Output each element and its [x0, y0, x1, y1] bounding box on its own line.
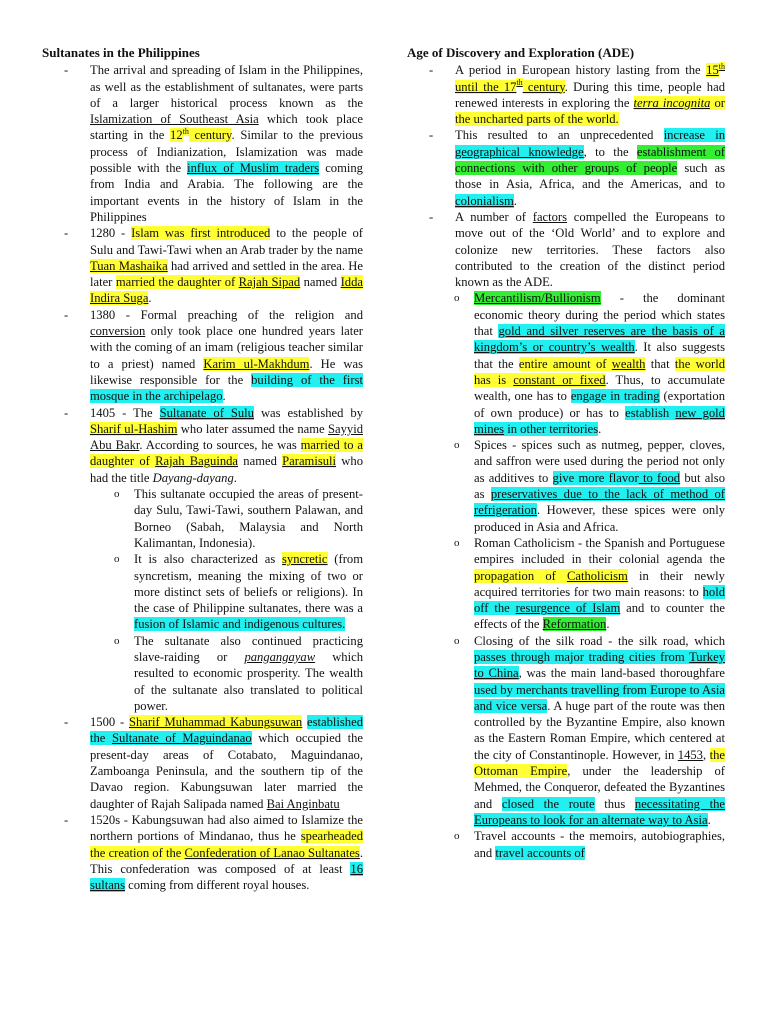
text-run: that — [645, 356, 675, 371]
text-run: had arrived and settled in the area. He later — [90, 258, 363, 290]
highlighted-text: influx of Muslim traders — [187, 161, 320, 176]
text-run: . During this time, people had renewed interests in exploring the — [455, 79, 725, 110]
highlighted-text: Rajah Sipad — [238, 275, 301, 290]
text-run: conversion — [90, 324, 146, 339]
text-run: which took place starting in the — [90, 112, 363, 143]
right-column — [407, 45, 725, 861]
list-item — [42, 812, 363, 893]
text-run: . — [513, 193, 517, 208]
list-item — [42, 714, 363, 812]
highlighted-text: wealth — [611, 356, 646, 371]
highlighted-text: century — [188, 128, 232, 143]
highlighted-text: geographical knowledge — [455, 144, 584, 159]
text-run: . Similar to the previous process of Indianization, Islamization was made possible with the — [90, 128, 364, 176]
highlighted-text: or the uncharted parts of the world. — [455, 95, 725, 127]
text-run: 1520s - Kabungsuwan had also aimed to Islamize the northern portions of Mindanao, thus he — [90, 812, 363, 844]
highlighted-text: used by merchants travelling from Europe to Asia and vice versa — [474, 682, 725, 713]
text-run: . According to sources, he was — [139, 438, 301, 453]
text-run: compelled the Europeans to move out of the ‘Old World’ and to explore and colonize new territories. These factors also contributed to the creation of the distinct period known as the ADE. — [455, 209, 725, 290]
highlighted-text: Catholicism — [566, 568, 628, 583]
text-run: thus — [594, 796, 635, 811]
text-run: . Thus, to accumulate wealth, one has to — [474, 372, 725, 404]
text-run: was established by — [253, 405, 363, 420]
left-column — [42, 45, 363, 893]
text-run: but also as — [474, 470, 725, 502]
text-run: 1280 - — [90, 226, 132, 241]
text-run: . However, these spices were only produced in Asia and Africa. — [474, 503, 725, 534]
highlighted-text: 16 sultans — [90, 861, 363, 893]
text-run: . — [233, 470, 237, 485]
highlighted-text: syncretic — [282, 552, 328, 567]
highlighted-text: Confederation of Lanao Sultanates — [184, 845, 360, 860]
list-item — [42, 307, 363, 405]
highlighted-text: th — [182, 127, 189, 137]
text-run: Roman Catholicism - the Spanish and Portuguese empires included in their colonial agenda the — [474, 535, 725, 567]
highlighted-text: Karim ul-Makhdum — [203, 356, 310, 371]
sultanates-list — [42, 62, 363, 893]
text-run: (from syncretism, meaning the mixing of two or more distinct sets of beliefs or religions). In the case of Philippine sultanates, there was a — [134, 552, 363, 616]
highlighted-text: Reformation — [542, 617, 607, 632]
text-run: The sultanate also continued practicing slave-raiding or — [134, 633, 363, 664]
list-item — [42, 405, 363, 715]
highlighted-text: until the 17 — [455, 79, 517, 94]
text-run: A period in European history lasting from the — [455, 63, 707, 78]
text-run: which resulted to economic prosperity. The wealth of the sultanate also translated to political power. — [134, 649, 363, 713]
text-run: . — [598, 421, 602, 436]
highlighted-text: Sharif Muhammad Kabungsuwan — [128, 715, 303, 730]
list-item — [407, 209, 725, 861]
text-run: , was the main land-based thoroughfare — [518, 666, 726, 681]
highlighted-text: the world has is — [474, 356, 725, 387]
text-run: . This confederation was composed of at least — [90, 845, 363, 876]
highlighted-text: entire amount of — [518, 356, 612, 371]
text-run: 1380 - Formal preaching of the religion and — [90, 307, 363, 322]
list-item — [42, 225, 363, 306]
text-run: who had the title — [90, 454, 363, 485]
highlighted-text: Tuan Mashaika — [90, 258, 168, 273]
text-run: . A huge part of the route was then controlled by the Byzantine Empire, also known as the Eastern Roman Empire, which centered at the city of Constantinople. However, in — [474, 698, 725, 762]
text-run: such as those in Asia, Africa, and the Americas, and to — [455, 161, 725, 192]
list-item — [42, 62, 363, 225]
text-run: Dayang-dayang — [152, 470, 234, 485]
text-run: . It also suggests that the — [474, 340, 725, 371]
text-run: Closing of the silk road - the silk road, which — [474, 633, 725, 648]
text-run: factors — [532, 209, 568, 224]
highlighted-text: propagation of — [474, 568, 567, 583]
text-run: coming from India and Arabia. The following are the important events in the history of Islam in the Philippines — [90, 161, 363, 224]
highlighted-text: the Ottoman Empire — [474, 747, 726, 779]
text-run: pangangayaw — [244, 649, 316, 664]
text-run: . — [222, 389, 226, 404]
sub-list-item — [450, 290, 725, 437]
text-run: who later assumed the name — [177, 421, 329, 436]
text-run: . — [148, 291, 152, 306]
text-run: 1453 — [677, 747, 703, 762]
text-run: coming from different royal houses. — [124, 878, 310, 893]
highlighted-text: Sultanate of Maguindanao — [111, 731, 252, 746]
text-run: in their newly acquired territories for two main reasons: to — [474, 568, 725, 599]
text-run: . He was likewise responsible for the — [90, 356, 363, 387]
section-heading-ade: Age of Discovery and Exploration (ADE) — [407, 45, 635, 60]
highlighted-text: to food — [638, 470, 681, 485]
highlighted-text: passes through major trading cities from — [474, 649, 690, 664]
text-run: Spices - spices such as nutmeg, pepper, cloves, and saffron were used during the period not only as additives to — [474, 438, 725, 485]
highlighted-text: Idda Indira Suga — [90, 275, 363, 306]
highlighted-text: 15 — [706, 63, 719, 78]
highlighted-text: preservatives due to the lack of method of refrigeration — [474, 487, 726, 518]
text-run: Sayyid Abu Bakr — [90, 421, 363, 453]
highlighted-text: 12 — [170, 128, 183, 143]
text-run: (exportation of own produce) or has to — [474, 389, 725, 420]
sub-list-item — [450, 437, 725, 535]
highlighted-text: Turkey to China — [474, 649, 725, 681]
highlighted-text: increase in — [663, 128, 725, 143]
text-run: . — [606, 617, 610, 632]
highlighted-text: Sultanate of Sulu — [159, 405, 254, 420]
text-run: 1500 - — [90, 715, 129, 730]
text-run: Travel accounts - the memoirs, autobiographies, and — [474, 829, 725, 860]
highlighted-text: married the daughter of — [115, 275, 239, 290]
highlighted-text: necessitating the Europeans to look for an alternate way to Asia — [474, 796, 725, 827]
text-run: It is also characterized as — [134, 552, 283, 567]
section-heading-sultanates: Sultanates in the Philippines — [42, 45, 200, 60]
highlighted-text: in other territories — [504, 421, 599, 436]
text-run: only took place one hundred years later with the coming of an imam (religious teacher similar to a priest) named — [90, 324, 363, 371]
sub-list-item — [450, 828, 725, 861]
text-run: This sultanate occupied the areas of present-day Sulu, Tawi-Tawi, southern Palawan, and Borneo (Sabah, Malaysia and North Kalimantan, Indonesia). — [134, 487, 363, 550]
list-item — [407, 127, 725, 208]
highlighted-text: th — [718, 62, 725, 72]
highlighted-text: hold off the — [474, 584, 725, 616]
text-run: named — [238, 454, 283, 469]
text-run: , under the leadership of Mehmed, the Conqueror, defeated the Byzantines and — [474, 764, 726, 811]
highlighted-text: Islam was first introduced — [131, 226, 271, 241]
highlighted-text: spearheaded the creation of the — [90, 829, 363, 860]
highlighted-text: constant or fixed — [513, 372, 606, 387]
text-run: to the people of Sulu and Tawi-Tawi when an Arab trader by the name — [90, 226, 363, 257]
highlighted-text: building of the first mosque in the archipelago — [90, 372, 364, 404]
sub-list — [90, 486, 363, 714]
highlighted-text: establish — [625, 405, 676, 420]
highlighted-text: gold and silver reserves are the basis of a kingdom’s or country’s wealth — [474, 324, 725, 355]
highlighted-text: Rajah Baguinda — [155, 454, 239, 469]
list-item — [407, 62, 725, 127]
highlighted-text: fusion of Islamic and indigenous cultures. — [134, 617, 346, 632]
highlighted-text: new gold mines — [474, 405, 725, 436]
text-run: , — [702, 747, 710, 762]
highlighted-text: travel accounts of — [495, 845, 585, 860]
highlighted-text: Sharif ul-Hashim — [90, 421, 178, 436]
sub-list-item — [110, 551, 363, 632]
highlighted-text: established the — [90, 715, 363, 746]
highlighted-text: terra incognita — [633, 95, 711, 110]
text-run: named — [300, 275, 341, 290]
highlighted-text: give more flavor — [552, 470, 639, 485]
sub-list-item — [450, 633, 725, 829]
highlighted-text: engage in trading — [570, 389, 660, 404]
text-run: . — [707, 812, 711, 827]
highlighted-text: establishment of connections with other groups of people — [455, 144, 725, 176]
text-run: which occupied the present-day areas of Cotabato, Maguindanao, Zamboanga Peninsula, and the southern tip of the Davao region. Kabungsuwan later married the daughter of Rajah Salipada named — [90, 731, 363, 811]
text-run: - the dominant economic theory during the period which states that — [474, 291, 725, 339]
text-run: A number of — [455, 209, 533, 224]
highlighted-text: Paramisuli — [282, 454, 337, 469]
highlighted-text: resurgence of Islam — [515, 601, 621, 616]
highlighted-text: closed the route — [501, 796, 595, 811]
sub-list-item — [110, 633, 363, 714]
text-run: The arrival and spreading of Islam in the Philippines, as well as the establishment of sultanates, were parts of a larger historical process known as the — [90, 63, 363, 110]
text-run: Bai Anginbatu — [266, 796, 340, 811]
text-run: and to counter the effects of the — [474, 601, 725, 632]
highlighted-text: th — [516, 78, 523, 88]
text-run: Islamization of Southeast Asia — [90, 112, 259, 127]
text-run: This resulted to an unprecedented — [455, 128, 664, 143]
highlighted-text: colonialism — [455, 193, 514, 208]
sub-list-item — [110, 486, 363, 551]
highlighted-text: Mercantilism/Bullionism — [474, 291, 601, 306]
sub-list — [455, 290, 725, 860]
highlighted-text: century — [522, 79, 565, 94]
text-run: , to the — [583, 144, 637, 159]
text-run: 1405 - The — [90, 405, 160, 420]
sub-list-item — [450, 535, 725, 633]
highlighted-text: married to a daughter of — [90, 438, 364, 469]
ade-list — [407, 62, 725, 861]
